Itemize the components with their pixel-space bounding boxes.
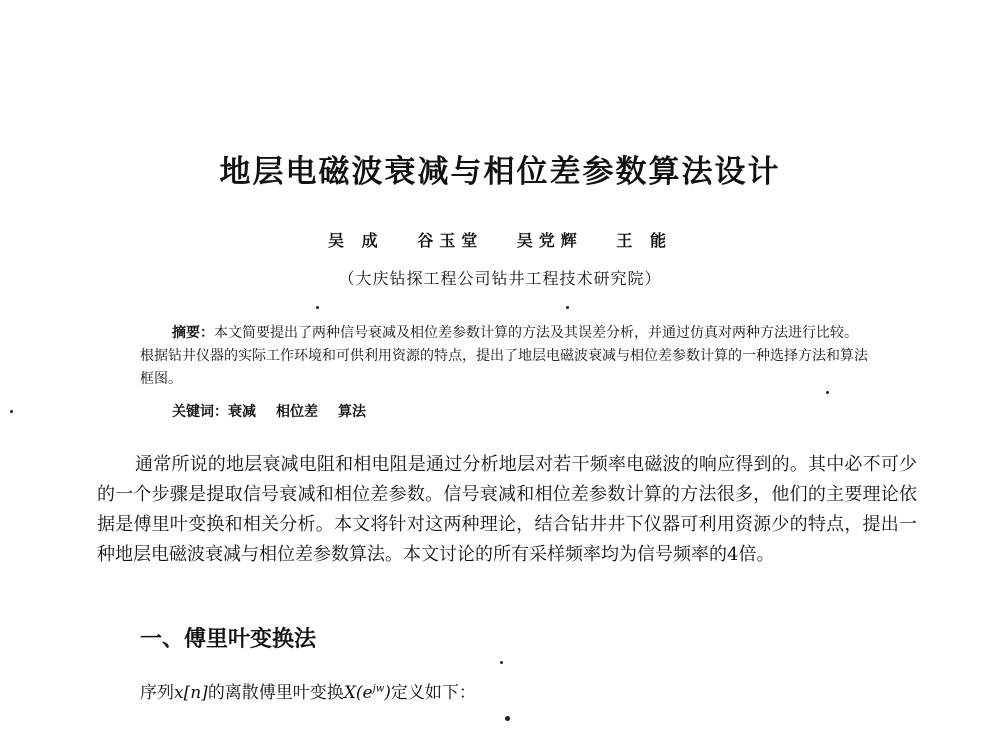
- intro-paragraph: 通常所说的地层衰减电阻和相电阻是通过分析地层对若干频率电磁波的响应得到的。其中必不可少的一个步骤是提取信号衰减和相位差参数。信号衰减和相位差参数计算的方法很多，他们的主要理论依据是傅里叶变换和相关分析。本文将针对这两种理论，结合钻井井下仪器可利用资源少的特点，提出一种地层电磁波衰减与相位差参数算法。本文讨论的所有采样频率均为信号频率的4倍。: [97, 454, 917, 565]
- text-span: 定义如下：: [390, 683, 476, 703]
- author-name: 谷玉堂: [417, 231, 484, 250]
- keywords: [172, 401, 386, 421]
- author-name: 王 能: [616, 231, 672, 250]
- author-list: [0, 228, 1000, 251]
- dtft-close: ): [384, 683, 391, 703]
- scan-speck: [10, 410, 13, 413]
- abstract: [140, 322, 870, 391]
- dtft-exponent: jw: [372, 683, 385, 695]
- sequence-symbol: x[n]: [174, 683, 208, 703]
- keywords-label: 关键词：: [172, 404, 228, 420]
- section-heading: 一、傅里叶变换法: [140, 627, 317, 652]
- affiliation: （大庆钻探工程公司钻井工程技术研究院）: [338, 269, 662, 288]
- scan-speck: [826, 391, 829, 394]
- scan-speck: [505, 716, 510, 721]
- paper-title: 地层电磁波衰减与相位差参数算法设计: [219, 154, 781, 190]
- formula-intro-line: [140, 678, 476, 703]
- scan-speck: [566, 306, 569, 309]
- text-span: 的离散傅里叶变换: [207, 683, 344, 703]
- text-span: 序列: [140, 683, 174, 703]
- keyword: 算法: [338, 404, 366, 420]
- keyword: 衰减: [228, 404, 256, 420]
- author-name: 吴 成: [328, 231, 384, 250]
- abstract-label: 摘要：: [172, 325, 214, 341]
- author-name: 吴党辉: [516, 231, 583, 250]
- abstract-text: 本文简要提出了两种信号衰减及相位差参数计算的方法及其误差分析，并通过仿真对两种方法进行比较。根据钻井仪器的实际工作环境和可供利用资源的特点，提出了地层电磁波衰减与相位差参数计算的一种选择方法和算法框图。: [140, 325, 868, 387]
- scan-speck: [500, 661, 503, 664]
- dtft-base: X(e: [343, 683, 373, 703]
- keyword: 相位差: [276, 404, 318, 420]
- dtft-symbol: [344, 683, 391, 703]
- scan-speck: [316, 306, 319, 309]
